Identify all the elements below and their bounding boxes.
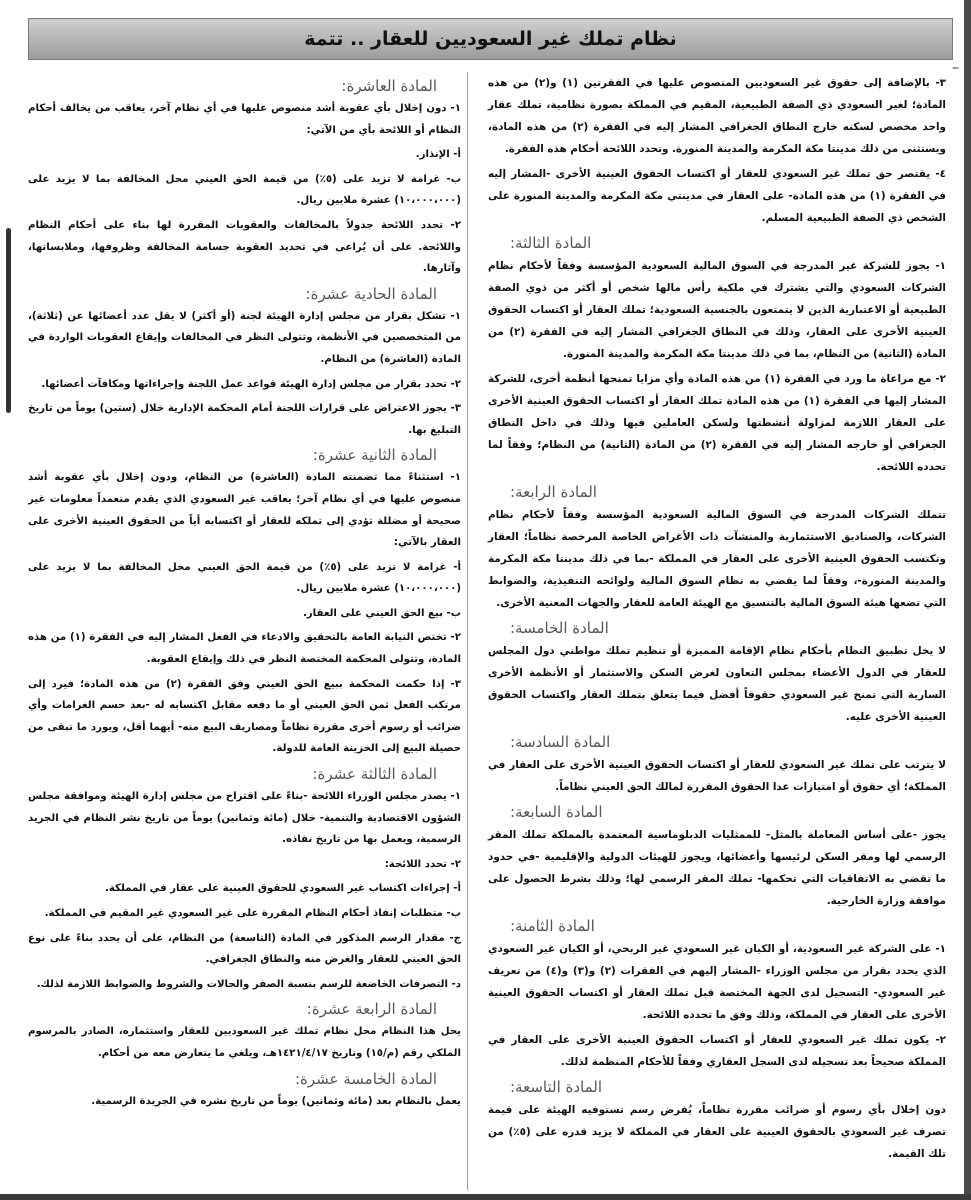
article-paragraph: ١- يجوز للشركة غير المدرجة في السوق المالية السعودية المؤسسة وفقاً لأحكام نظام الشركات السعودي والتي يشترك في ملكية رأس مالها شخص أو أكثر من ذوي الصفة الطبيعية أو الاعتبارية الذين لا يتمتعون بالجنسية السعودية؛ تملك العقار أو اكتساب الحقوق العينية الأخرى على العقار، وذلك في النطاق الجغرافي المشار إليه في الفقرة (٢) من المادة (الثانية) من النظام، بما في ذلك مدينتا مكة المكرمة والمدينة المنورة. [488,260,946,360]
article-paragraph: يجوز -على أساس المعاملة بالمثل- للممثليات الدبلوماسية المعتمدة بالمملكة تملك المقر الرسمي لها ومقر السكن لرئيسها وأعضائها، ويجوز للهيئات الدولية والإقليمية -في حدود ما تقضي به الاتفاقيات التي تحكمها- تملك المقر الرسمي لها؛ وذلك بشرط الحصول على موافقة وزارة الخارجية. [488,829,946,907]
title-bar [28,18,953,60]
article-columns [28,72,946,1190]
article-paragraph: ٤- يقتصر حق تملك غير السعودي للعقار أو اكتساب الحقوق العينية الأخرى -المشار إليه في الفقرة (١) من هذه المادة- على العقار في مدينتي مكة المكرمة والمدينة المنورة على الشخص ذي الصفة الطبيعية المسلم. [488,168,946,224]
article-paragraph: ٢- مع مراعاة ما ورد في الفقرة (١) من هذه المادة وأي مزايا تمنحها أنظمة أخرى، للشركة المشار إليها في الفقرة (١) من هذه المادة تملك العقار أو اكتساب الحقوق العينية الأخرى على العقار اللازمة لمزاولة أنشطتها ولسكن العاملين فيها وذلك في داخل النطاق الجغرافي أو خارجه المشار إليه في الفقرة (٢) من المادة (الثانية) من النظام؛ وفقاً لما تحدده اللائحة. [488,373,946,473]
article-paragraph: أ- إجراءات اكتساب غير السعودي للحقوق العينية على عقار في المملكة. [104,883,461,895]
article-paragraph: ٢- تحدد اللائحة: [384,858,461,870]
article-paragraph: أ- غرامة لا تزيد على (٥٪) من قيمة الحق العيني محل المخالفة بما لا يزيد على (١٠،٠٠٠،٠٠٠) عشرة ملايين ريال. [28,561,461,595]
article-heading: المادة الثامنة: [510,917,595,935]
article-paragraph: يحل هذا النظام محل نظام تملك غير السعوديين للعقار واستثماره، الصادر بالمرسوم الملكي رقم (م/١٥) وتاريخ ١٤٢١/٤/١٧هـ، ويلغي ما يتعارض معه من أحكام. [28,1026,461,1059]
article-heading: المادة السادسة: [510,733,611,751]
article-heading: المادة الرابعة عشرة: [306,1000,437,1019]
article-heading: المادة الثالثة: [510,234,592,252]
article-paragraph: دون إخلال بأي رسوم أو ضرائب مقررة نظاماً، يُفرض رسم تستوفيه الهيئة على قيمة تصرف غير السعودي بالحقوق العينية على العقار في المملكة لا يزيد قدره على (٥٪) من تلك القيمة. [488,1104,946,1160]
article-paragraph: ١- استثناءً مما تضمنته المادة (العاشرة) من النظام، ودون إخلال بأي عقوبة أشد منصوص عليها في أي نظام آخر؛ يعاقب غير السعودي الذي يقدم متعمداً معلومات غير صحيحة أو مضللة تؤدي إلى تملكه للعقار أو اكتسابه أياً من الحقوق العينية الأخرى على العقار بالآتي: [28,472,461,549]
article-paragraph: ج- مقدار الرسم المذكور في المادة (التاسعة) من النظام، على أن يحدد بناءً على نوع الحق العيني للعقار والغرض منه والنطاق الجغرافي. [28,932,461,966]
article-heading: المادة الخامسة عشرة: [294,1069,437,1088]
article-paragraph: لا يخل تطبيق النظام بأحكام نظام الإقامة المميزة أو تنظيم تملك مواطني دول المجلس للعقار في الدول الأعضاء بمجلس التعاون لغرض السكن والاستثمار أو الأنظمة الأخرى السارية التي تمنح غير السعودي حقوقاً أفضل فيما يتعلق بتملك العقار واكتساب الحقوق العينية الأخرى عليه. [488,645,946,723]
article-heading: المادة الخامسة: [510,619,609,637]
article-paragraph: يعمل بالنظام بعد (مائة وثمانين) يوماً من تاريخ نشره في الجريدة الرسمية. [91,1095,461,1107]
article-paragraph: تتملك الشركات المدرجة في السوق المالية السعودية المؤسسة وفقاً لأحكام نظام الشركات، والصناديق الاستثمارية والمنشآت ذات الأغراض الخاصة المرخصة نظاماً؛ العقار وتكتسب الحقوق العينية الأخرى على العقار في المملكة -بما في ذلك مدينتا مكة المكرمة والمدينة المنورة-، وفقاً لما يقضي به نظام السوق المالية ولوائحه التنفيذية، والضوابط التي تضعها هيئة السوق المالية بالتنسيق مع الهيئة العامة للعقار والجهات المعنية الأخرى. [488,509,946,609]
article-heading: المادة التاسعة: [510,1078,603,1096]
article-paragraph: د- التصرفات الخاضعة للرسم بنسبة الصفر والحالات والشروط والضوابط اللازمة لذلك. [36,978,461,990]
scroll-thumb[interactable] [6,228,11,413]
article-heading: المادة السابعة: [510,803,603,821]
page-edge-bottom [0,1194,971,1200]
article-paragraph: ٣- بالإضافة إلى حقوق غير السعوديين المنصوص عليها في الفقرتين (١) و(٢) من هذه المادة؛ لغير السعودي ذي الصفة الطبيعية، المقيم في المملكة بصورة نظامية، تملك عقار واحد مخصص لسكنه خارج النطاق الجغرافي المشار إليه في الفقرة (٢) من هذه المادة، ويستثنى من ذلك مدينتا مكة المكرمة والمدينة المنورة. وتحدد اللائحة أحكام هذه الفقرة. [488,77,946,155]
article-paragraph: ١- على الشركة غير السعودية، أو الكيان غير السعودي غير الربحي، أو الكيان غير السعودي الذي يحدد بقرار من مجلس الوزراء -المشار إليهم في الفقرات (٢) و(٣) و(٤) من تعريف غير السعودي- التسجيل لدى الجهة المختصة قبل تملك العقار أو اكتساب الحقوق العينية الأخرى على العقار في المملكة، وذلك وفق ما تحدده اللائحة. [488,943,946,1021]
article-paragraph: ٣- يجوز الاعتراض على قرارات اللجنة أمام المحكمة الإدارية خلال (ستين) يوماً من تاريخ التبليغ بها. [28,403,461,436]
article-paragraph: ١- دون إخلال بأي عقوبة أشد منصوص عليها في أي نظام آخر، يعاقب من يخالف أحكام النظام أو اللائحة بأي من الآتي: [28,103,461,136]
article-paragraph: ب- متطلبات إنفاذ أحكام النظام المقررة على غير السعودي غير المقيم في المملكة. [44,908,461,919]
article-paragraph: ٢- تحدد اللائحة جدولاً بالمخالفات والعقوبات المقررة لها بناء على أحكام النظام واللائحة. على أن يُراعى في تحديد العقوبة جسامة المخالفة وظروفها، وملابساتها، وآثارها. [28,219,461,275]
article-paragraph: ب- بيع الحق العيني على العقار. [302,607,461,619]
article-paragraph: ٢- تحدد بقرار من مجلس إدارة الهيئة قواعد عمل اللجنة وإجراءاتها ومكافآت أعضائها. [41,378,461,390]
article-heading: المادة الحادية عشرة: [305,284,437,303]
article-paragraph: ٢- تختص النيابة العامة بالتحقيق والادعاء في الفعل المشار إليه في الفقرة (١) من هذه المادة، وتتولى المحكمة المختصة النظر في ذلك وإيقاع العقوبة. [28,632,461,666]
article-paragraph: أ- الإنذار. [415,149,461,161]
article-paragraph: ٣- إذا حكمت المحكمة ببيع الحق العيني وفق الفقرة (٢) من هذه المادة؛ فيرد إلى مرتكب الفعل ثمن الحق العيني أو ما دفعه مقابل اكتسابه له -بعد حسم الغرامات وأي ضرائب أو رسوم أخرى مقررة نظاماً ومصاريف البيع منه- أيهما أقل، ويورد ما تبقى من حصيلة البيع إلى الخزينة العامة للدولة. [28,678,461,755]
page-title: نظام تملك غير السعوديين للعقار .. تتمة [304,28,677,50]
article-paragraph: ١- يصدر مجلس الوزراء اللائحة -بناءً على اقتراح من مجلس إدارة الهيئة وموافقة مجلس الشؤون الاقتصادية والتنمية- خلال (مائة وثمانين) يوماً من تاريخ نشر النظام في الجريد الرسمية، ويعمل بها من تاريخ نفاذه. [28,791,461,846]
article-paragraph: ٢- يكون تملك غير السعودي للعقار أو اكتساب الحقوق العينية الأخرى على العقار في المملكة صحيحاً بعد تسجيله لدى السجل العقاري وفقاً للأحكام المنظمة لذلك. [488,1034,946,1068]
article-paragraph: ب- غرامة لا تزيد على (٥٪) من قيمة الحق العيني محل المخالفة بما لا يزيد على (١٠،٠٠٠،٠٠٠) عشرة ملايين ريال. [28,173,461,207]
article-heading: المادة العاشرة: [341,77,437,95]
article-heading: المادة الثانية عشرة: [312,446,437,465]
article-heading: المادة الثالثة عشرة: [312,765,437,784]
right-column [480,72,946,1190]
article-paragraph: لا يترتب على تملك غير السعودي للعقار أو اكتساب الحقوق العينية الأخرى على العقار في المملكة؛ أي حقوق أو امتيازات عدا الحقوق المقررة لمالك الحق العيني نظاماً. [488,759,946,793]
article-paragraph: ١- تشكل بقرار من مجلس إدارة الهيئة لجنة (أو أكثر) لا يقل عدد أعضائها عن (ثلاثة)، من المتخصصين في الأنظمة، وتتولى النظر في المخالفات وإيقاع العقوبات الواردة في المادة (العاشرة) من النظام. [28,310,461,365]
left-column [28,72,468,1190]
dash-mark: – [952,60,959,76]
page-edge [964,0,971,1200]
article-heading: المادة الرابعة: [510,483,597,501]
